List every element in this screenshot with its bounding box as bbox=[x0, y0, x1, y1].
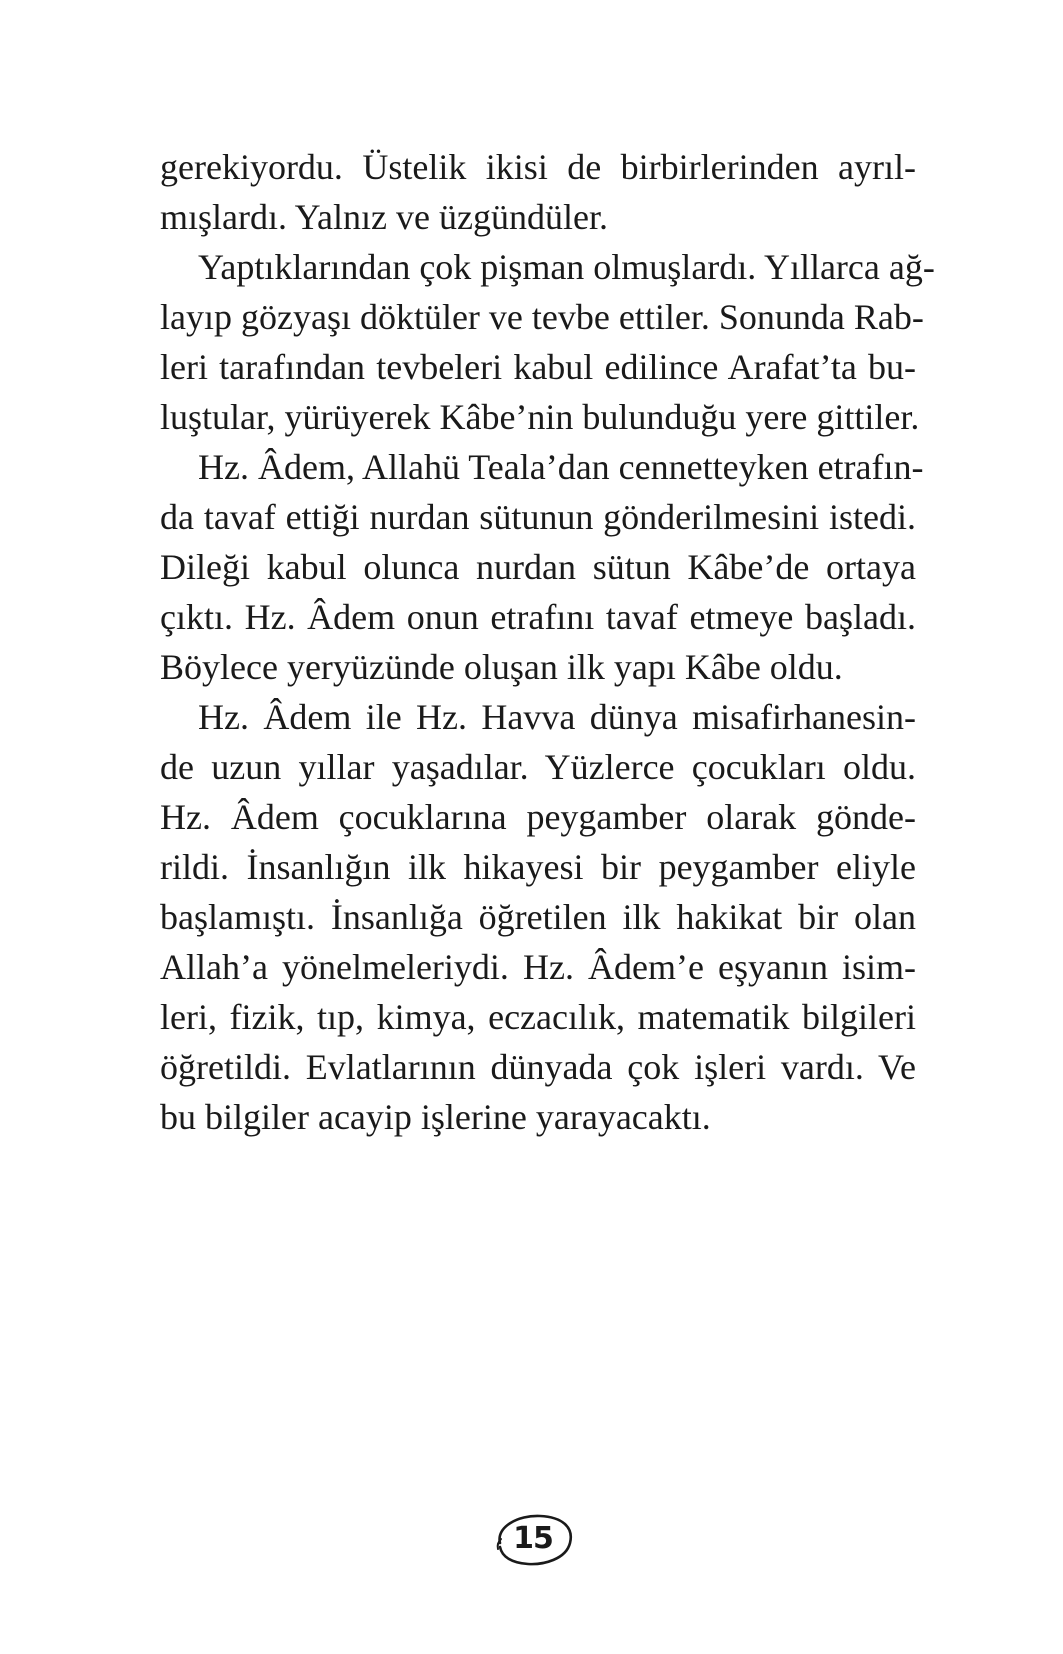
text-line: Hz. Âdem, Allahü Teala’dan cennetteyken etrafın- bbox=[198, 447, 924, 487]
text-line: layıp gözyaşı döktüler ve tevbe ettiler. Sonunda Rab- bbox=[160, 297, 924, 337]
page-number bbox=[488, 1509, 578, 1569]
text-line: Hz. Âdem çocuklarına peygamber olarak gönde- bbox=[160, 797, 916, 837]
text-line: rildi. İnsanlığın ilk hikayesi bir peygamber eliyle bbox=[160, 847, 916, 887]
paragraph-2 bbox=[160, 242, 935, 442]
text-line: Yaptıklarından çok pişman olmuşlardı. Yıllarca ağ- bbox=[198, 247, 935, 287]
text-line: luştular, yürüyerek Kâbe’nin bulunduğu yere gittiler. bbox=[160, 397, 920, 437]
paragraph-4 bbox=[160, 692, 916, 1142]
text-line: gerekiyordu. Üstelik ikisi de birbirlerinden ayrıl- bbox=[160, 147, 916, 187]
text-line: leri tarafından tevbeleri kabul edilince Arafat’ta bu- bbox=[160, 347, 916, 387]
text-line: öğretildi. Evlatlarının dünyada çok işleri vardı. Ve bbox=[160, 1047, 916, 1087]
paragraph-3 bbox=[160, 442, 924, 692]
text-line: da tavaf ettiği nurdan sütunun gönderilmesini istedi. bbox=[160, 497, 916, 537]
text-line: Allah’a yönelmeleriydi. Hz. Âdem’e eşyanın isim- bbox=[160, 947, 916, 987]
text-line: Hz. Âdem ile Hz. Havva dünya misafirhanesin- bbox=[198, 697, 916, 737]
text-line: Dileği kabul olunca nurdan sütun Kâbe’de ortaya bbox=[160, 547, 916, 587]
text-line: çıktı. Hz. Âdem onun etrafını tavaf etmeye başladı. bbox=[160, 597, 916, 637]
text-line: Böylece yeryüzünde oluşan ilk yapı Kâbe oldu. bbox=[160, 647, 843, 687]
text-line: mışlardı. Yalnız ve üzgündüler. bbox=[160, 197, 608, 237]
text-line: bu bilgiler acayip işlerine yarayacaktı. bbox=[160, 1097, 711, 1137]
paragraph-1 bbox=[160, 142, 916, 242]
text-line: leri, fizik, tıp, kimya, eczacılık, matematik bilgileri bbox=[160, 997, 916, 1037]
text-line: başlamıştı. İnsanlığa öğretilen ilk hakikat bir olan bbox=[160, 897, 916, 937]
page-number-text: 15 bbox=[513, 1521, 553, 1556]
body-text bbox=[160, 142, 935, 1142]
text-line: de uzun yıllar yaşadılar. Yüzlerce çocukları oldu. bbox=[160, 747, 916, 787]
